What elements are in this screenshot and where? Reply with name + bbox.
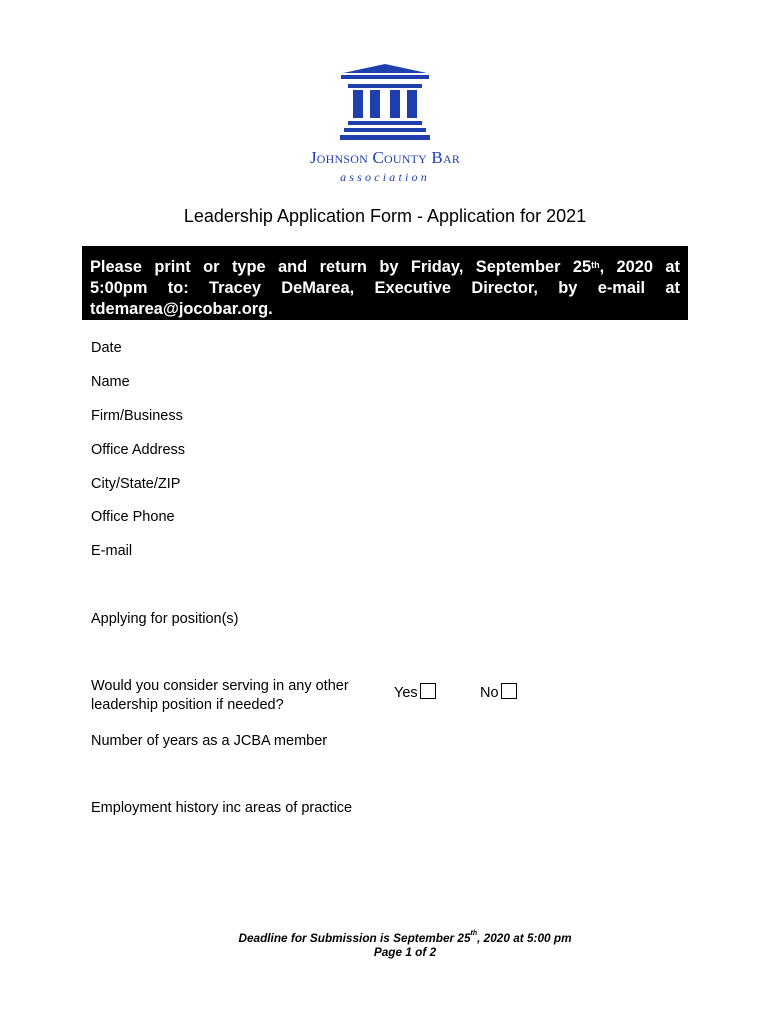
no-label: No xyxy=(480,685,499,701)
other-position-question-line-2: leadership position if needed? xyxy=(91,697,284,713)
email-label: E-mail xyxy=(91,543,133,559)
name-label: Name xyxy=(91,374,130,390)
yes-checkbox[interactable] xyxy=(420,683,436,699)
applying-for-positions-label: Applying for position(s) xyxy=(91,611,239,627)
other-position-question-line-1: Would you consider serving in any other xyxy=(91,678,349,694)
employment-history-label: Employment history inc areas of practice xyxy=(91,800,353,816)
yes-option[interactable] xyxy=(394,685,436,701)
city-state-zip-label: City/State/ZIP xyxy=(91,476,181,492)
form-title: Leadership Application Form - Application for 2021 xyxy=(183,206,587,226)
instructions-line-1: Please print or type and return by Friday, September 25th, 2020 at xyxy=(90,258,680,276)
date-label: Date xyxy=(91,340,122,356)
office-address-label: Office Address xyxy=(91,442,186,458)
other-position-question xyxy=(91,677,349,715)
yes-label: Yes xyxy=(394,685,418,701)
logo-organization-name: Johnson County Bar xyxy=(309,148,461,167)
courthouse-columns-icon xyxy=(339,64,431,142)
deadline-note: Deadline for Submission is September 25th, 2020 at 5:00 pm xyxy=(238,930,572,945)
logo-organization-subtitle: association xyxy=(340,170,430,184)
no-checkbox[interactable] xyxy=(501,683,517,699)
firm-business-label: Firm/Business xyxy=(91,408,183,424)
page-number: Page 1 of 2 xyxy=(373,945,437,959)
office-phone-label: Office Phone xyxy=(91,509,175,525)
years-member-label: Number of years as a JCBA member xyxy=(91,733,328,749)
no-option[interactable] xyxy=(480,685,517,701)
instructions-banner xyxy=(82,246,688,320)
instructions-line-2: 5:00pm to: Tracey DeMarea, Executive Director, by e-mail at xyxy=(90,279,680,297)
instructions-line-3: tdemarea@jocobar.org. xyxy=(90,300,273,318)
jcba-logo xyxy=(291,64,479,186)
